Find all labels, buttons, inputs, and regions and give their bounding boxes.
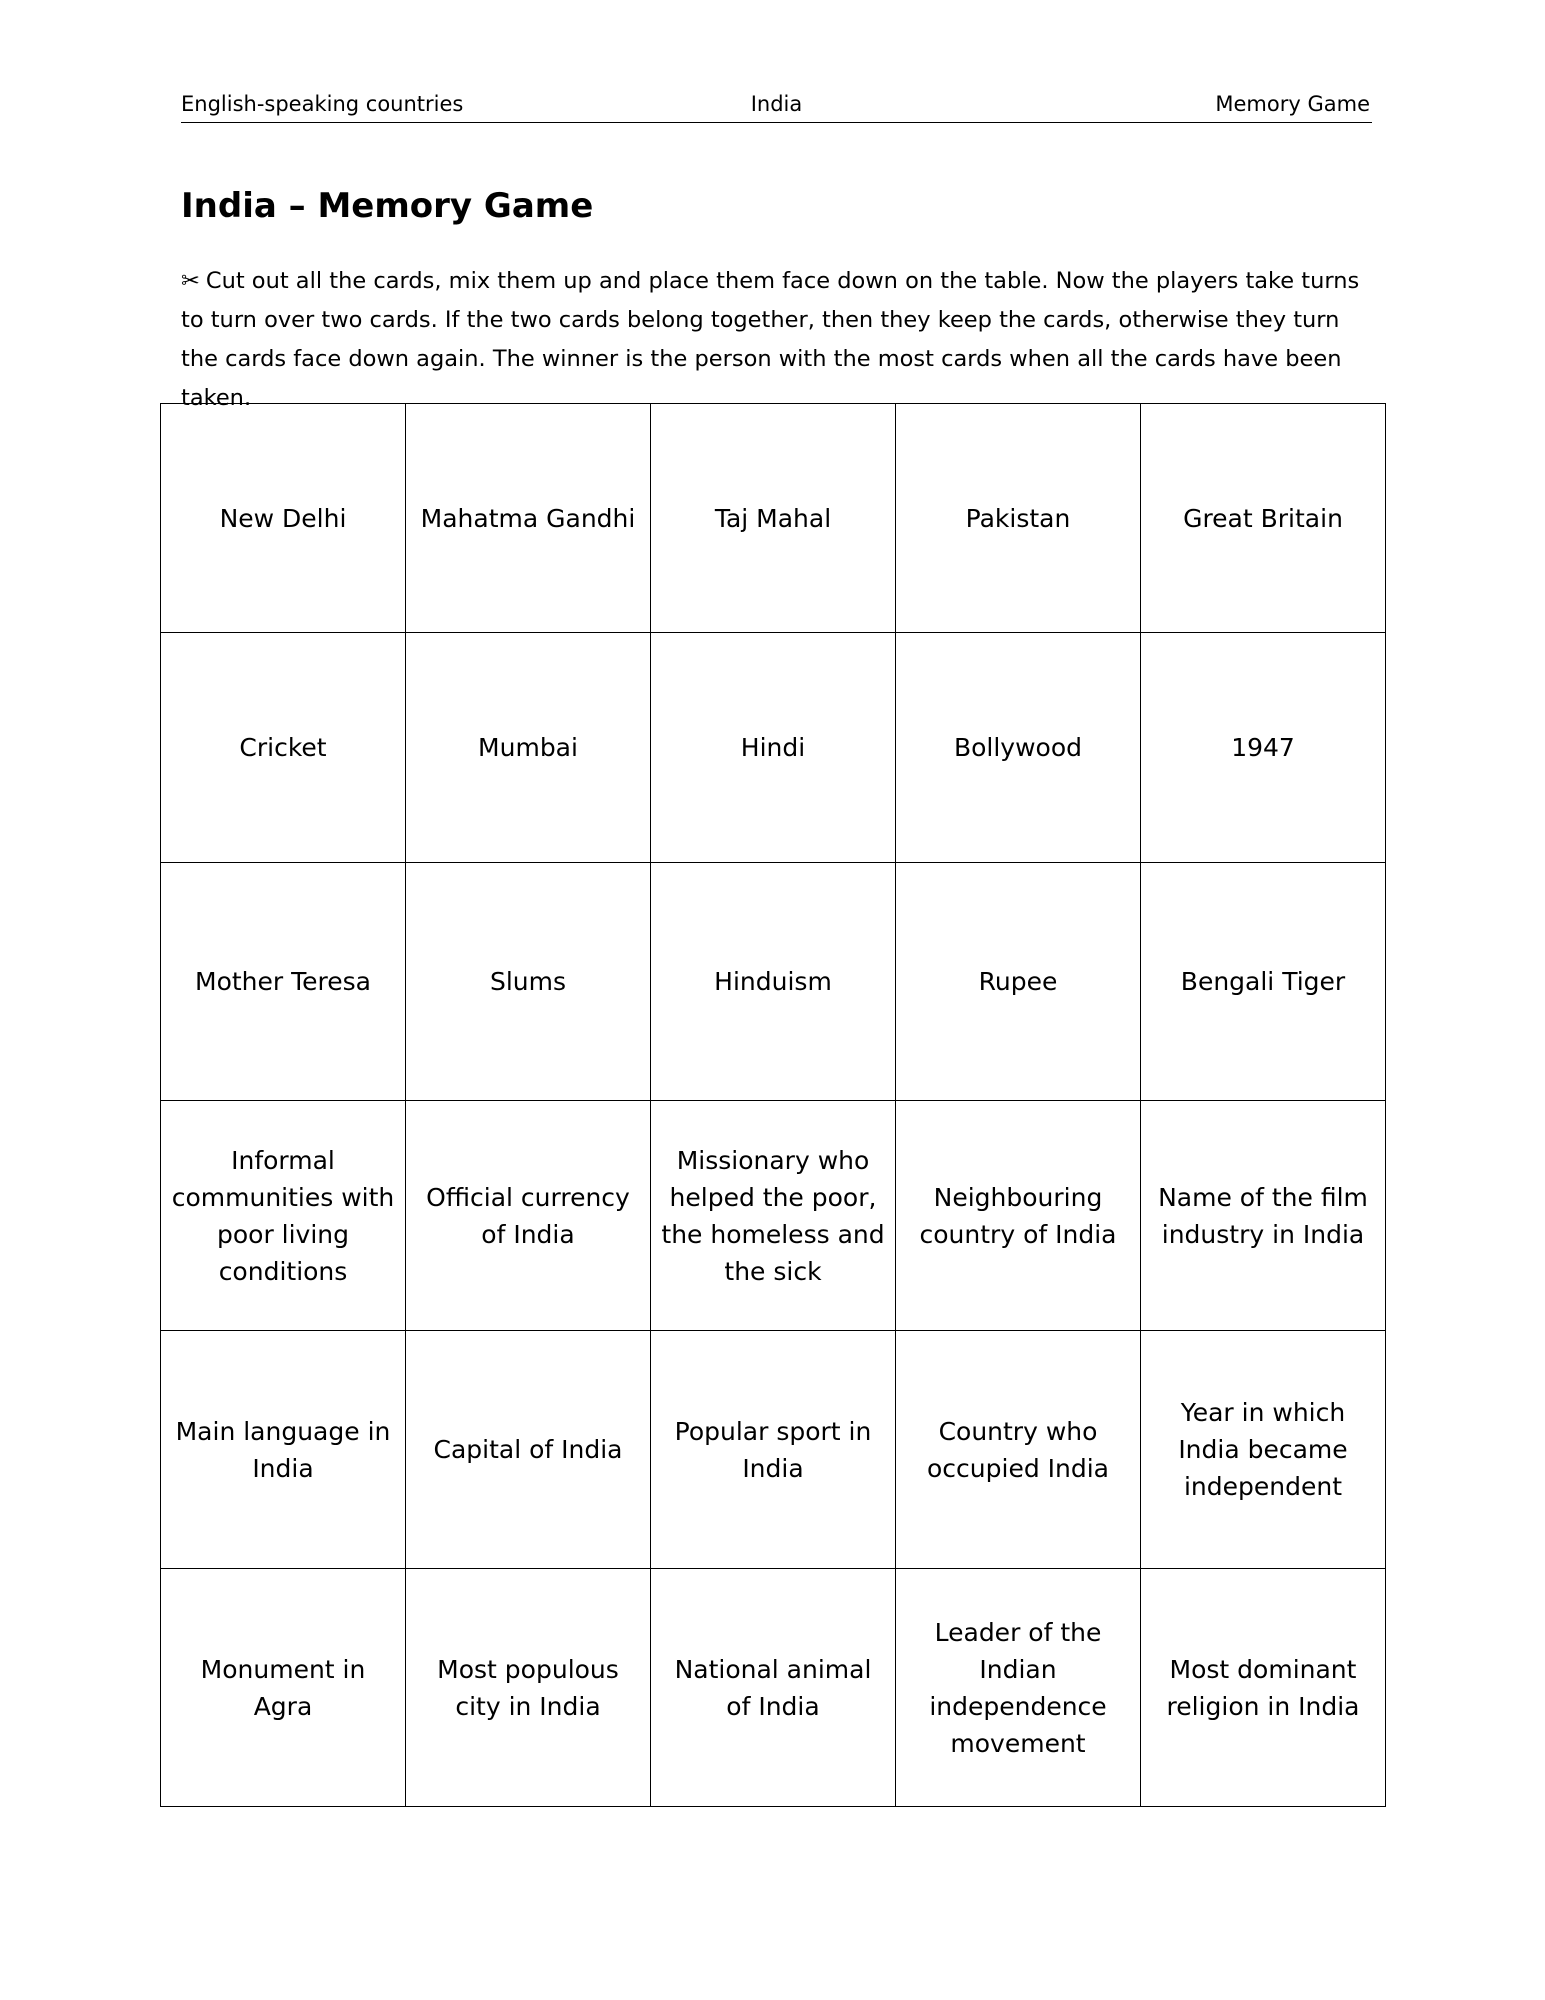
- scissors-icon: ✂: [181, 268, 200, 294]
- header-activity: Memory Game: [1215, 92, 1370, 116]
- memory-card: Monument in Agra: [161, 1569, 406, 1807]
- memory-card: Taj Mahal: [651, 404, 896, 633]
- memory-card: Hinduism: [651, 863, 896, 1101]
- memory-card: Bengali Tiger: [1141, 863, 1386, 1101]
- memory-card: Popular sport in India: [651, 1331, 896, 1569]
- memory-card: Cricket: [161, 633, 406, 863]
- card-row: [161, 404, 1386, 633]
- memory-card: Most populous city in India: [406, 1569, 651, 1807]
- memory-card: Mother Teresa: [161, 863, 406, 1101]
- memory-card: Name of the film industry in India: [1141, 1101, 1386, 1331]
- card-row: [161, 1569, 1386, 1807]
- memory-card: Hindi: [651, 633, 896, 863]
- instructions-text: Cut out all the cards, mix them up and place them face down on the table. Now the players take turns to turn over two cards. If the two cards belong together, then they keep the cards, otherwise they turn the cards face down again. The winner is the person with the most cards when all the cards have been taken.: [181, 268, 1360, 411]
- memory-card: Most dominant religion in India: [1141, 1569, 1386, 1807]
- memory-card: New Delhi: [161, 404, 406, 633]
- memory-card: Neighbouring country of India: [896, 1101, 1141, 1331]
- memory-card: Bollywood: [896, 633, 1141, 863]
- memory-card: Year in which India became independent: [1141, 1331, 1386, 1569]
- memory-card: Pakistan: [896, 404, 1141, 633]
- memory-card: Great Britain: [1141, 404, 1386, 633]
- memory-card: National animal of India: [651, 1569, 896, 1807]
- header-topic: India: [750, 92, 803, 116]
- header-subject: English-speaking countries: [181, 92, 464, 116]
- memory-card: Leader of the Indian independence movement: [896, 1569, 1141, 1807]
- card-row: [161, 863, 1386, 1101]
- memory-card: Country who occupied India: [896, 1331, 1141, 1569]
- memory-card: Capital of India: [406, 1331, 651, 1569]
- memory-card: Official currency of India: [406, 1101, 651, 1331]
- page-header: [181, 90, 1372, 123]
- memory-card: Mumbai: [406, 633, 651, 863]
- card-row: [161, 1331, 1386, 1569]
- card-row: [161, 633, 1386, 863]
- memory-card: Missionary who helped the poor, the homeless and the sick: [651, 1101, 896, 1331]
- memory-card: Rupee: [896, 863, 1141, 1101]
- memory-card: Informal communities with poor living conditions: [161, 1101, 406, 1331]
- memory-card: 1947: [1141, 633, 1386, 863]
- memory-card: Mahatma Gandhi: [406, 404, 651, 633]
- memory-card-grid: [160, 403, 1386, 1807]
- card-row: [161, 1101, 1386, 1331]
- instructions: [181, 262, 1381, 418]
- memory-card: Main language in India: [161, 1331, 406, 1569]
- memory-card: Slums: [406, 863, 651, 1101]
- page-title: India – Memory Game: [181, 186, 594, 226]
